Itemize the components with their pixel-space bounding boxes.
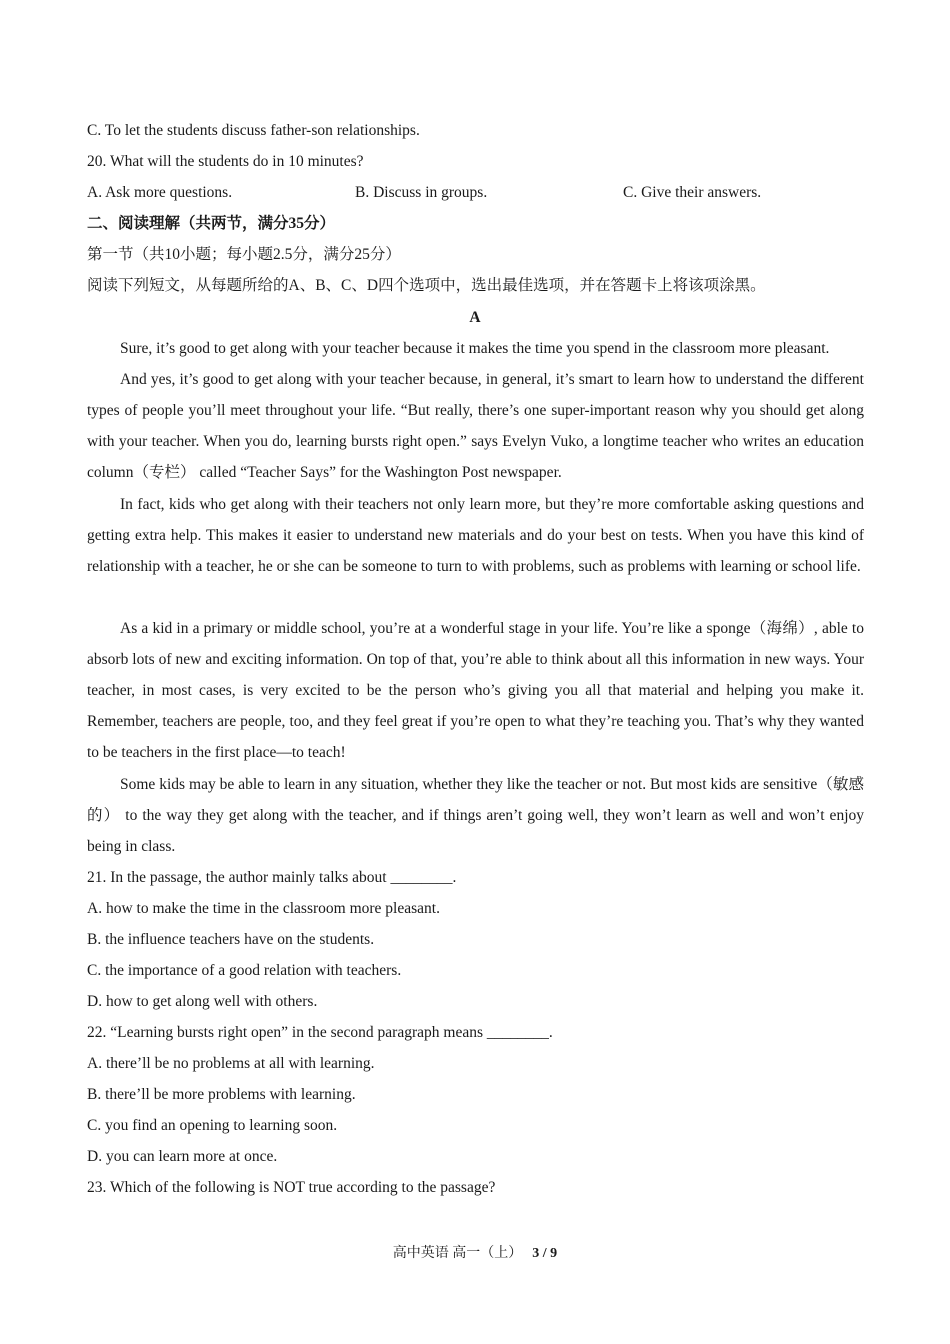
question-23: 23. Which of the following is NOT true according to the passage? <box>87 1179 496 1196</box>
page-number: 3 / 9 <box>532 1246 558 1261</box>
question-21: 21. In the passage, the author mainly talks about ________. <box>87 869 457 886</box>
q22-option-c: C. you find an opening to learning soon. <box>87 1117 338 1134</box>
q22-option-d: D. you can learn more at once. <box>87 1148 278 1165</box>
q20-option-c: C. Give their answers. <box>623 184 762 201</box>
part-one-header: 第一节（共10小题；每小题2.5分，满分25分） <box>87 246 401 263</box>
q20-option-a: A. Ask more questions. <box>87 184 233 201</box>
q21-option-d: D. how to get along well with others. <box>87 993 318 1010</box>
passage-paragraph-3: In fact, kids who get along with their teachers not only learn more, but they’re more comfortable asking questions and getting extra help. This makes it easier to understand new materials and do your best on tests. When you have this kind of relationship with a teacher, he or she can be someone to turn to with problems, such as problems with learning or school life. <box>87 496 864 575</box>
passage-paragraph-5: Some kids may be able to learn in any situation, whether they like the teacher or not. But most kids are sensitive（敏感的） to the way they get along with the teacher, and if things aren’t going well, they won’t learn as well and won’t enjoy being in class. <box>87 776 864 855</box>
passage-paragraph-4: As a kid in a primary or middle school, you’re at a wonderful stage in your life. You’re like a sponge（海绵）, able to absorb lots of new and exciting information. On top of that, you’re able to think about all this information in new ways. Your teacher, in most cases, is very excited to be the person who’s giving you all that material and helping you make it. Remember, teachers are people, too, and they feel great if you’re open to what they’re teaching you. That’s why they wanted to be teachers in the first place—to teach! <box>87 620 864 761</box>
question-20: 20. What will the students do in 10 minutes? <box>87 153 364 170</box>
passage-label: A <box>469 309 481 326</box>
section-title: 二、阅读理解（共两节，满分35分） <box>87 215 336 232</box>
question-20-options <box>87 183 864 203</box>
q21-option-b: B. the influence teachers have on the students. <box>87 931 375 948</box>
q22-option-b: B. there’ll be more problems with learning. <box>87 1086 356 1103</box>
footer-subject: 高中英语 高一（上） <box>392 1246 523 1261</box>
page-footer <box>0 1244 950 1264</box>
q20-option-b: B. Discuss in groups. <box>355 184 488 201</box>
passage-paragraph-2: And yes, it’s good to get along with your teacher because, in general, it’s smart to learn how to understand the different types of people you’ll meet throughout your life. “But really, there’s one super-important reason why you should get along with your teacher. When you do, learning bursts right open.” says Evelyn Vuko, a longtime teacher who writes an education column（专栏） called “Teacher Says” for the Washington Post newspaper. <box>87 371 864 481</box>
q21-option-a: A. how to make the time in the classroom more pleasant. <box>87 900 440 917</box>
question-22: 22. “Learning bursts right open” in the second paragraph means ________. <box>87 1024 553 1041</box>
passage-paragraph-1: Sure, it’s good to get along with your teacher because it makes the time you spend in the classroom more pleasant. <box>120 340 830 357</box>
section-instruction: 阅读下列短文，从每题所给的A、B、C、D四个选项中，选出最佳选项，并在答题卡上将该项涂黑。 <box>87 277 766 294</box>
q19-option-c: C. To let the students discuss father-son relationships. <box>87 122 420 139</box>
q21-option-c: C. the importance of a good relation with teachers. <box>87 962 402 979</box>
q22-option-a: A. there’ll be no problems at all with learning. <box>87 1055 375 1072</box>
